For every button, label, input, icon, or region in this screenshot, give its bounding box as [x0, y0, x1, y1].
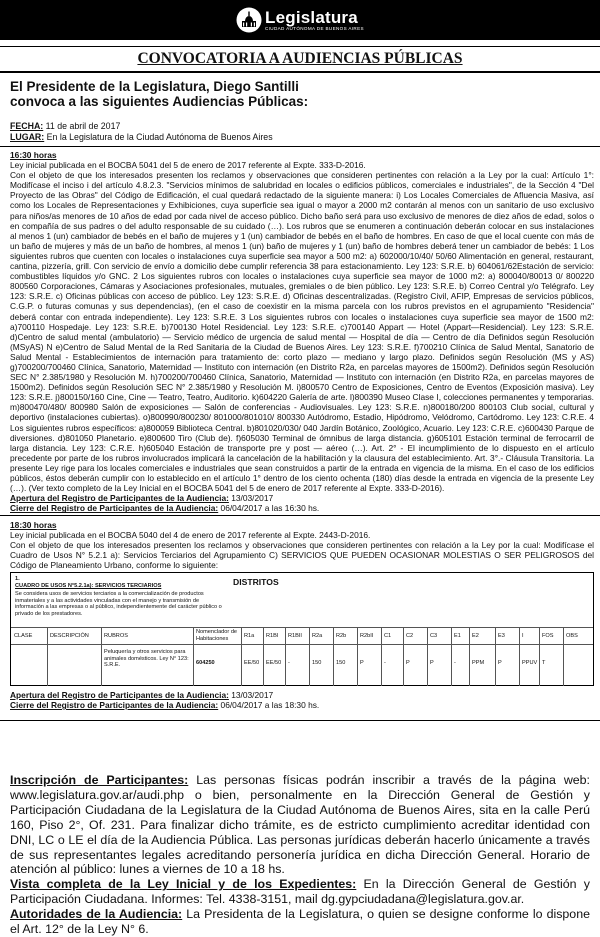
table-col-rule	[563, 627, 564, 686]
table-cell: 150	[312, 660, 322, 666]
vista-label: Vista completa de la Ley Inicial y de los Expedientes:	[10, 877, 357, 892]
table-header-cell: I	[522, 633, 524, 639]
lugar-value: En la Legislatura de la Ciudad Autónoma de Buenos Aires	[44, 131, 273, 142]
title-rule-top	[0, 46, 600, 47]
uses-table	[10, 572, 594, 686]
table-description: Se considera usos de servicios terciarios a la comercialización de productos inmateriales y a las actividades vinculadas con el manejo y transmisión de información a las empresas o al público, independientemente del carácter público o privado de los prestadores.	[15, 591, 222, 617]
table-cell: P	[360, 660, 364, 666]
table-col-rule	[451, 627, 452, 686]
table-col-rule	[241, 627, 242, 686]
table-header-rule	[11, 627, 593, 628]
hearing-1-apertura-label: Apertura del Registro de Participantes de la Audiencia:	[10, 493, 229, 504]
table-col-rule	[333, 627, 334, 686]
table-col-rule	[427, 627, 428, 686]
table-number: 1.	[15, 576, 20, 582]
hearing-1-body: Con el objeto de que los interesados presenten los reclamos y observaciones que consideren pertinentes con relación a la Ley por la cual: Artículo 1°: Modifícase el inciso i del artículo 4.8.2.3. "Servicios mínimos de salubridad en locales o edificios públicos, comerciales e industriales", de la Sección 4 "Del Proyecto de las Obras" del Código de Edificación, el cual quedará redactado de la siguiente manera: i) Los Locales Comerciales de Afluencia Masiva, así como los Locales de Representaciones y Exhibiciones, cuya superficie sea igual o mayor a 2000 m2 contarán al menos con un sanitario de uso exclusivo para niños/as menores de 10 años de edad por cada nivel de acceso público. Dicho baño será para uso exclusivo de menores de diez años de edad, solos o en compañía de sus padres o del adulto responsable de su cuidado (…). Los rubros que se enumeren a continuación deberán colocar en sus instalaciones al menos 1 (un) cambiador de bebés en el baño de mujeres y 1 (un) cambiador de bebés en el baño de hombres. En caso de que el local cuente con más de un baño de mujeres y más de un baño de hombres, al menos 1 (un) baño de mujeres y 1 (un) baño de hombres deberá tener un cambiador de bebés: 1 Los siguientes rubros que cuenten con locales o instalaciones cuya superficie sea mayor a 500 m2: a) 602000/10/40/ 50/60 Alimentación en general, restaurant, cantina, pizzería, grill. Con servicio de envío a domicilio debe cumplir referencia 38 para estacionamiento. Ley 123: S.R.E. b) 604061/62Estación de servicio: combustibles líquidos y/o GNC. 2 Los siguientes rubros con locales o instalaciones cuya superficie sea mayor de 1000 m2: a) 800040/80013 0/ 800220 800560 Corporaciones, Cámaras y Asociaciones profesionales, mutuales, gremiales o de bien público. Ley 123: S.R.E. b) Correo Central y/o Telégrafo. Ley 123: S.R.E. c) Oficinas públicas con acceso de público. Ley 123: S.R.E. d) Oficinas descentralizadas. (Registro Civil, AFIP, Empresas de servicios públicos, C.G.P. o futuras comunas y sus dependencias), (en el caso de coexistir en la misma parcela con los rubros previstos en el agrupamiento "Residencia" deberá contar con entrada independiente). Ley 123: S.R.E. 3 Los siguientes rubros con locales o instalaciones cuya superficie sea mayor de 1500 m2: a)700110 Hospedaje. Ley 123: S.R.E. b)700130 Hotel Residencial. Ley 123: S.R.E. c)700140 Appart — Hotel (Appart—Residencial). Ley 123: S.R.E. d)Centro de salud mental (ambulatorio) — Servicio médico de urgencia de salud mental — Hospital de día — Centro de día Definidos según Resolución (MSyAS) N e)Centro de Salud Mental de la Red Sanitaria de la Ciudad de Buenos Aires. Ley 123: S.R.E. f)700210 Clínica de Salud Mental, Sanatorio de Salud Mental - Establecimientos de internación para tratamiento de: corto plazo — mediano y largo plazo. Definidos según Resolución (MS y AS) g)700200/700460 Clínica, Sanatorio, Maternidad — Instituto con internación (en Distrito R2a, en parcelas mayores de 1500m2). Definidos según Resolución SEC N° 2.385/1980 y Resolución M. h)700200/700460 Clínica, Sanatorio, Maternidad — Instituto con internación (en Distrito R2a, en parcelas mayores de 1500m2). Definidos según Resolución SEC N° 2.385/1980 y Resolución M. i)800570 Centro de Exposiciones, Centro de Eventos (Exposición masiva). Ley 123: S.R.E. j)800150/160 Cine, Cine — Teatro, Teatro, Auditorio. k)604220 Galería de arte. l)800390 Museo Clase I, colecciones permanentes y temporarias. m)800470/480/ 800980 Salón de exposiciones — Salón de conferencias - Audiovisuales. Ley 123: S.R.E. n)800180/200 800103 Club social, cultural y deportivo (instalaciones cubiertas). o)800990/800230/ 801000/801010/ 800330 Autódromo, Estadio, Hipódromo, Velódromo, Cartódromo. Ley 123: C.R.E. 4 Los siguientes rubros específicos: a)800059 Biblioteca Central. b)801020/030/ 040 Jardín Botánico, Zoológico, Acuario. Ley 123: C.R.E. c)600430 Parque de diversiones. d)801050 Planetario. e)800600 Tiro (Club de). f)605030 Terminal de ómnibus de larga distancia. g)605101 Estación terminal de ferrocarril de larga distancia. Ley 123: C.R.E. h)605040 Estación de transporte pre y post — aéreo (…). Art. 2° - El incumplimiento de lo dispuesto en el artículo precedente por parte de los rubros involucrados implicará la cancelación de la habilitación y la clausura del establecimiento. Art. 3°.- Cláusula Transitoria. La presente Ley rige para los locales comerciales e industriales que sean construidos a partir de la entrada en vigencia de la misma. En el caso de los edificios públicos, éstos deberán cumplir con lo establecido en el artículo 1° dentro de los ciento ochenta (180) días desde la entrada en vigencia de la presente Ley (…). (Ver texto completo de la Ley Inicial en el BOCBA 5041 del 5 de enero de 2017 referente al Expte. 333-D-2016).	[10, 170, 594, 494]
table-header-cell: C3	[430, 633, 438, 639]
table-header-cell: R1BII	[288, 633, 302, 639]
table-cell: P	[430, 660, 434, 666]
table-header-cell: E3	[498, 633, 505, 639]
table-row-rule	[11, 644, 593, 645]
table-cell: -	[384, 660, 386, 666]
table-heading: CUADRO DE USOS N°5.2.1a): SERVICIOS TERCIARIOS	[15, 583, 162, 589]
table-col-rule	[469, 627, 470, 686]
hearing-1	[10, 150, 594, 513]
table-header-cell: CLASE	[14, 633, 33, 639]
autoridades-text: La Presidenta de la Legislatura, o quien se designe conforme lo dispone el Art. 12° de la Ley N° 6.	[10, 907, 590, 937]
table-cell: EE/50	[244, 660, 260, 666]
table-cell: PPM	[472, 660, 485, 666]
table-col-rule	[101, 627, 102, 686]
inscription-label: Inscripción de Participantes:	[10, 773, 189, 787]
hearing-1-time: 16:30 horas	[10, 150, 57, 160]
table-cell: Peluquería y otros servicios para animales domésticos. Ley N° 123: S.R.E.	[104, 649, 189, 669]
table-cell: -	[454, 660, 456, 666]
table-header-cell: C1	[384, 633, 392, 639]
table-cell: T	[542, 660, 546, 666]
fecha-label: FECHA:	[10, 121, 44, 131]
hearing-2-registry	[10, 690, 594, 710]
logo-subtitle: CIUDAD AUTÓNOMA DE BUENOS AIRES	[265, 25, 364, 31]
hearing-1-apertura-value: 13/03/2017	[228, 493, 274, 504]
date-place	[10, 121, 273, 142]
participation-info	[10, 773, 590, 937]
hearing-2-cierre-label: Cierre del Registro de Participantes de la Audiencia:	[10, 700, 219, 711]
table-col-rule	[403, 627, 404, 686]
table-cell: P	[406, 660, 410, 666]
table-header-cell: OBS	[566, 633, 578, 639]
divider-3	[0, 720, 600, 721]
table-header-cell: R2b	[336, 633, 347, 639]
divider-2	[0, 515, 600, 516]
title-rule-bottom	[0, 71, 600, 73]
vista-text: En la Dirección General de Gestión y Participación Ciudadana. Informes: Tel. 4338-3151, mail dg.gypciudadana@legislatura.gov.ar.	[10, 877, 590, 907]
table-col-rule	[193, 627, 194, 686]
hearing-2-body: Con el objeto de que los interesados presenten los reclamos y observaciones que consideren pertinentes con relación a la Ley por la cual: Modifícase el Cuadro de Usos N° 5.2.1 a): Servicios Terciarios del Agrupamiento C) SERVICIOS QUE PUEDEN OCASIONAR MOLESTIAS O SER PELIGROSOS del Código de Planeamiento Urbano, conforme lo siguiente:	[10, 540, 594, 571]
hearing-1-intro: Ley inicial publicada en el BOCBA 5041 del 5 de enero de 2017 referente al Expte. 333-D-2016.	[10, 160, 366, 171]
hearing-1-cierre-label: Cierre del Registro de Participantes de la Audiencia:	[10, 503, 219, 514]
table-col-rule	[539, 627, 540, 686]
table-col-rule	[357, 627, 358, 686]
convocation-subtitle	[10, 79, 590, 109]
table-header-cell: RUBROS	[104, 633, 128, 639]
hearing-2	[10, 520, 594, 570]
table-col-rule	[47, 627, 48, 686]
hearing-2-intro: Ley inicial publicada en el BOCBA 5040 del 4 de enero de 2017 referente al Expte. 2443-D-2016.	[10, 530, 371, 541]
lugar-label: LUGAR:	[10, 131, 45, 142]
fecha-value: 11 de abril de 2017	[43, 121, 121, 131]
legislature-seal-icon	[236, 7, 262, 33]
hearing-2-time: 18:30 horas	[10, 520, 57, 530]
hearing-2-apertura-label: Apertura del Registro de Participantes de la Audiencia:	[10, 690, 229, 700]
table-cell: EE/50	[266, 660, 282, 666]
table-header-cell: FOS	[542, 633, 554, 639]
table-col-rule	[381, 627, 382, 686]
inscription-text: Las personas físicas podrán inscribir a través de la página web: www.legislatura.gov.ar/audi.php o bien, personalmente en la Dirección General de Gestión y Participación Ciudadana de la Legislatura de la Ciudad Autónoma de Buenos Aires, sita en la calle Perú 160, Piso 2°, Of. 231. Para finalizar dicho trámite, es de estricto cumplimiento acreditar identidad con DNI, LC o LE el día de la Audiencia Pública. Las personas jurídicas deberán hacerlo únicamente a través de sus representantes legales acreditando personería jurídica en dicha Dirección General. Horario de atención al público: lunes a viernes de 10 a 18 hs.	[10, 773, 591, 877]
table-header-cell: DESCRIPCIÓN	[50, 633, 89, 639]
subtitle-line-2: convoca a las siguientes Audiencias Públicas:	[10, 94, 309, 109]
hearing-2-apertura-value: 13/03/2017	[228, 690, 274, 700]
table-header-cell: R2bII	[360, 633, 374, 639]
table-header-cell: R1BI	[266, 633, 279, 639]
table-col-rule	[519, 627, 520, 686]
subtitle-line-1: El Presidente de la Legislatura, Diego Santilli	[10, 79, 299, 94]
divider-1	[0, 146, 600, 147]
table-header-cell: E2	[472, 633, 479, 639]
table-header-cell: Nomenclador de Habitaciones	[196, 629, 238, 642]
table-header-cell: R2a	[312, 633, 323, 639]
hearing-2-cierre-value: 06/04/2017 a las 18:30 hs.	[218, 700, 320, 711]
table-header-cell: E1	[454, 633, 461, 639]
table-col-rule	[263, 627, 264, 686]
table-col-rule	[309, 627, 310, 686]
autoridades-label: Autoridades de la Audiencia:	[10, 907, 183, 922]
table-cell: P	[498, 660, 502, 666]
hearing-1-cierre-value: 06/04/2017 a las 16:30 hs.	[218, 503, 320, 514]
table-col-rule	[495, 627, 496, 686]
legislatura-logo	[236, 5, 364, 35]
logo-name: Legislatura	[265, 7, 358, 27]
table-col-rule	[285, 627, 286, 686]
table-distritos: DISTRITOS	[233, 577, 279, 587]
table-header-cell: R1a	[244, 633, 255, 639]
table-cell: 604250	[196, 660, 215, 666]
table-cell: -	[288, 660, 290, 666]
document-title: CONVOCATORIA A AUDIENCIAS PÚBLICAS	[137, 50, 463, 67]
table-cell: PPUV	[522, 660, 538, 666]
table-cell: 150	[336, 660, 346, 666]
table-header-cell: C2	[406, 633, 414, 639]
